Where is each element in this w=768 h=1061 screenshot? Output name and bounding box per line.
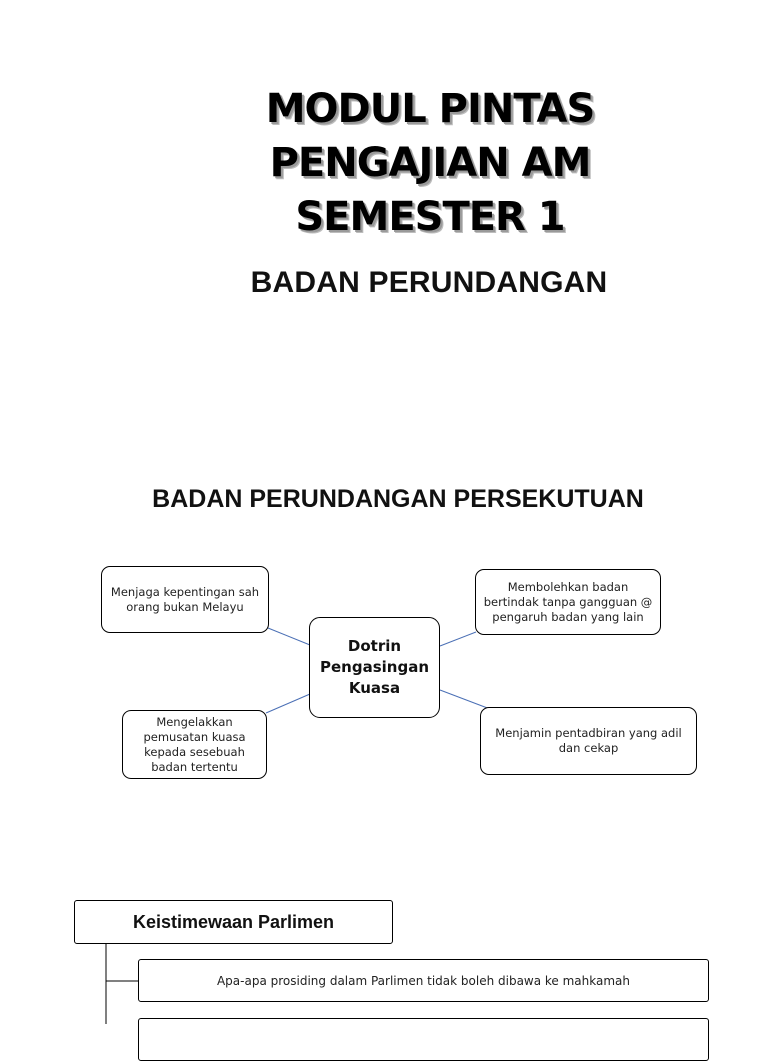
privilege-item xyxy=(138,1018,709,1061)
connector-bottom-left xyxy=(266,694,310,713)
node-text-line: Membolehkan badan xyxy=(507,579,629,594)
center-node-line-1: Dotrin xyxy=(347,637,402,655)
node-text-line: Menjaga kepentingan sah xyxy=(110,584,260,599)
diagram-center-node xyxy=(309,617,440,718)
module-title-line-2: PENGAJIAN AM xyxy=(269,140,591,186)
diagram-node-bottom-left xyxy=(122,710,267,779)
section-title: BADAN PERUNDANGAN PERSEKUTUAN xyxy=(152,485,644,513)
center-node-line-2: Pengasingan xyxy=(320,658,429,676)
module-title-line-1: MODUL PINTAS xyxy=(265,86,595,132)
node-text-line: orang bukan Melayu xyxy=(126,599,244,614)
node-text-line: kepada sesebuah xyxy=(144,744,245,759)
connector-top-right xyxy=(440,632,476,646)
center-node-line-3: Kuasa xyxy=(348,679,401,697)
node-text-line: dan cekap xyxy=(558,741,619,755)
node-text-line: Mengelakkan xyxy=(156,714,233,729)
diagram-node-bottom-right xyxy=(480,707,697,775)
module-title-line-3: SEMESTER 1 xyxy=(295,194,565,240)
diagram-node-top-left xyxy=(101,566,269,633)
node-text-line: pengaruh badan yang lain xyxy=(492,609,644,624)
privilege-item: Apa-apa prosiding dalam Parlimen tidak boleh dibawa ke mahkamah xyxy=(138,959,709,1002)
diagram-node-top-right xyxy=(475,569,661,635)
connector-top-left xyxy=(268,628,310,645)
connector-bottom-right xyxy=(440,690,490,709)
privilege-heading: Keistimewaan Parlimen xyxy=(74,900,393,944)
node-text-line: pemusatan kuasa xyxy=(143,729,246,744)
node-text-line: bertindak tanpa gangguan @ xyxy=(483,594,653,609)
node-text-line: Menjamin pentadbiran yang adil xyxy=(495,726,682,740)
node-text-line: badan tertentu xyxy=(151,759,238,774)
topic-subtitle: BADAN PERUNDANGAN xyxy=(250,266,608,299)
